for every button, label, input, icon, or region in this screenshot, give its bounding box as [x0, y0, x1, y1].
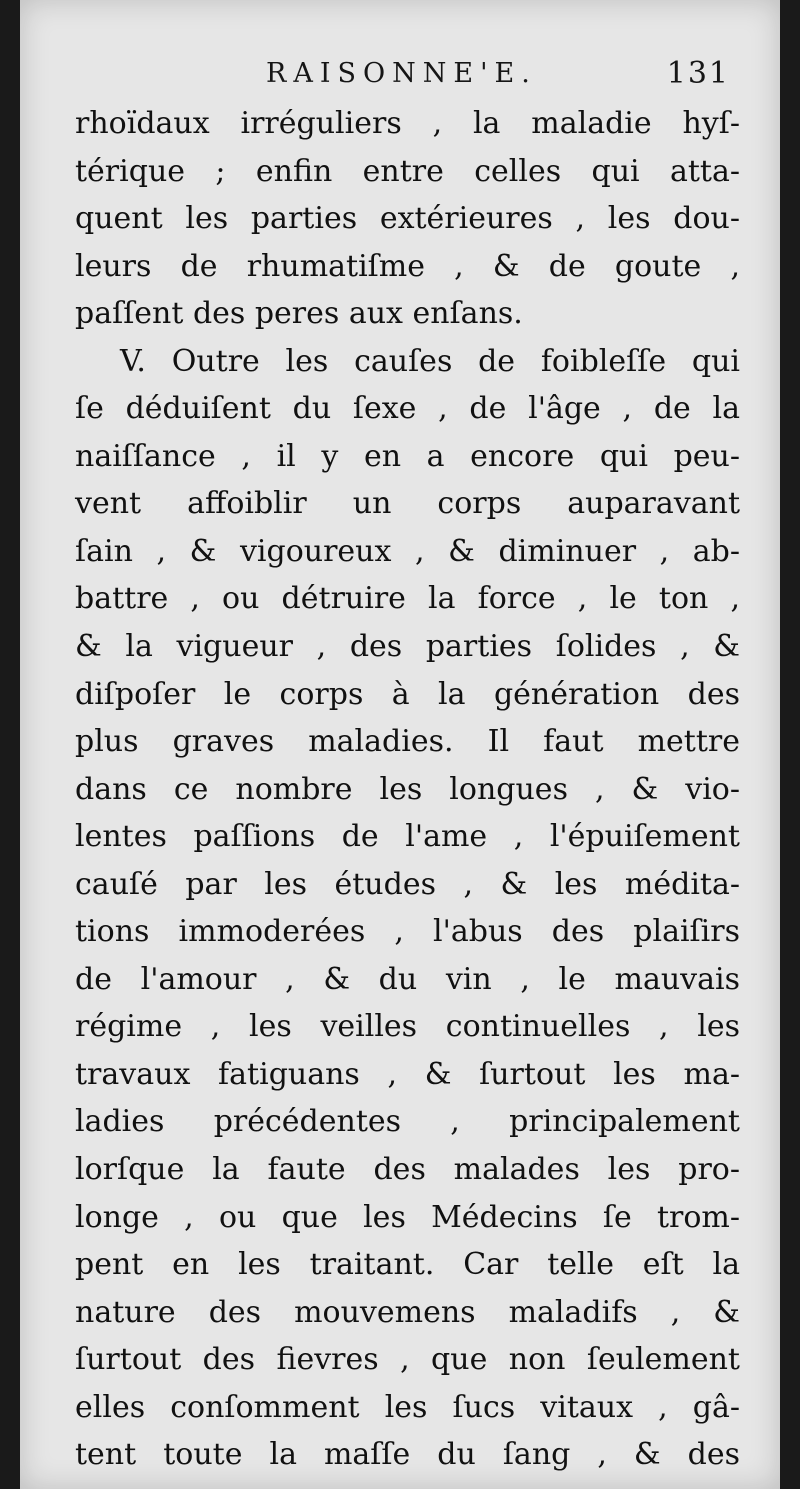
text-line: régime , les veilles continuelles , les	[75, 1009, 740, 1045]
body-text	[75, 100, 740, 1479]
text-line: paſſent des peres aux enſans.	[75, 296, 523, 332]
text-line: quent les parties extérieures , les dou-	[75, 201, 740, 237]
text-line: travaux fatiguans , & ſurtout les ma-	[75, 1056, 740, 1092]
text-line: tent toute la maſſe du ſang , & des	[75, 1437, 740, 1473]
text-line: lorſque la faute des malades les pro-	[75, 1152, 740, 1188]
text-line: & la vigueur , des parties ſolides , &	[75, 629, 740, 665]
running-title: RAISONNE'E.	[266, 58, 537, 89]
book-page	[20, 0, 780, 1489]
text-line: tions immoderées , l'abus des plaiſirs	[75, 914, 740, 950]
text-line: rhoïdaux irréguliers , la maladie hyſ-	[75, 106, 740, 141]
text-line: battre , ou détruire la force , le ton ,	[75, 581, 740, 617]
text-line: térique ; enfin entre celles qui atta-	[75, 153, 740, 189]
text-line: lentes paſſions de l'ame , l'épuiſement	[75, 819, 740, 855]
text-line: longe , ou que les Médecins ſe trom-	[75, 1199, 740, 1235]
text-line: leurs de rhumatiſme , & de goute ,	[75, 248, 740, 284]
text-line: dans ce nombre les longues , & vio-	[75, 771, 740, 807]
text-line: ſain , & vigoureux , & diminuer , ab-	[75, 533, 740, 569]
text-line: vent affoiblir un corps auparavant	[75, 486, 740, 522]
text-line: cauſé par les études , & les médita-	[75, 866, 740, 902]
text-line: diſpoſer le corps à la génération des	[75, 676, 740, 712]
text-line: pent en les traitant. Car telle eſt la	[75, 1247, 740, 1283]
text-line: ladies précédentes , principalement	[75, 1104, 740, 1140]
text-line: de l'amour , & du vin , le mauvais	[75, 961, 740, 997]
text-line: ſurtout des fievres , que non ſeulement	[75, 1342, 740, 1378]
text-line: elles conſomment les ſucs vitaux , gâ-	[75, 1389, 740, 1425]
text-line: V. Outre les cauſes de foibleſſe qui	[120, 343, 740, 379]
text-line: naiſſance , il y en a encore qui peu-	[75, 438, 740, 474]
page-number: 131	[666, 56, 730, 91]
text-line: ſe déduiſent du ſexe , de l'âge , de la	[75, 391, 740, 427]
text-line: nature des mouvemens maladifs , &	[75, 1294, 740, 1330]
text-line: plus graves maladies. Il faut mettre	[75, 724, 740, 760]
